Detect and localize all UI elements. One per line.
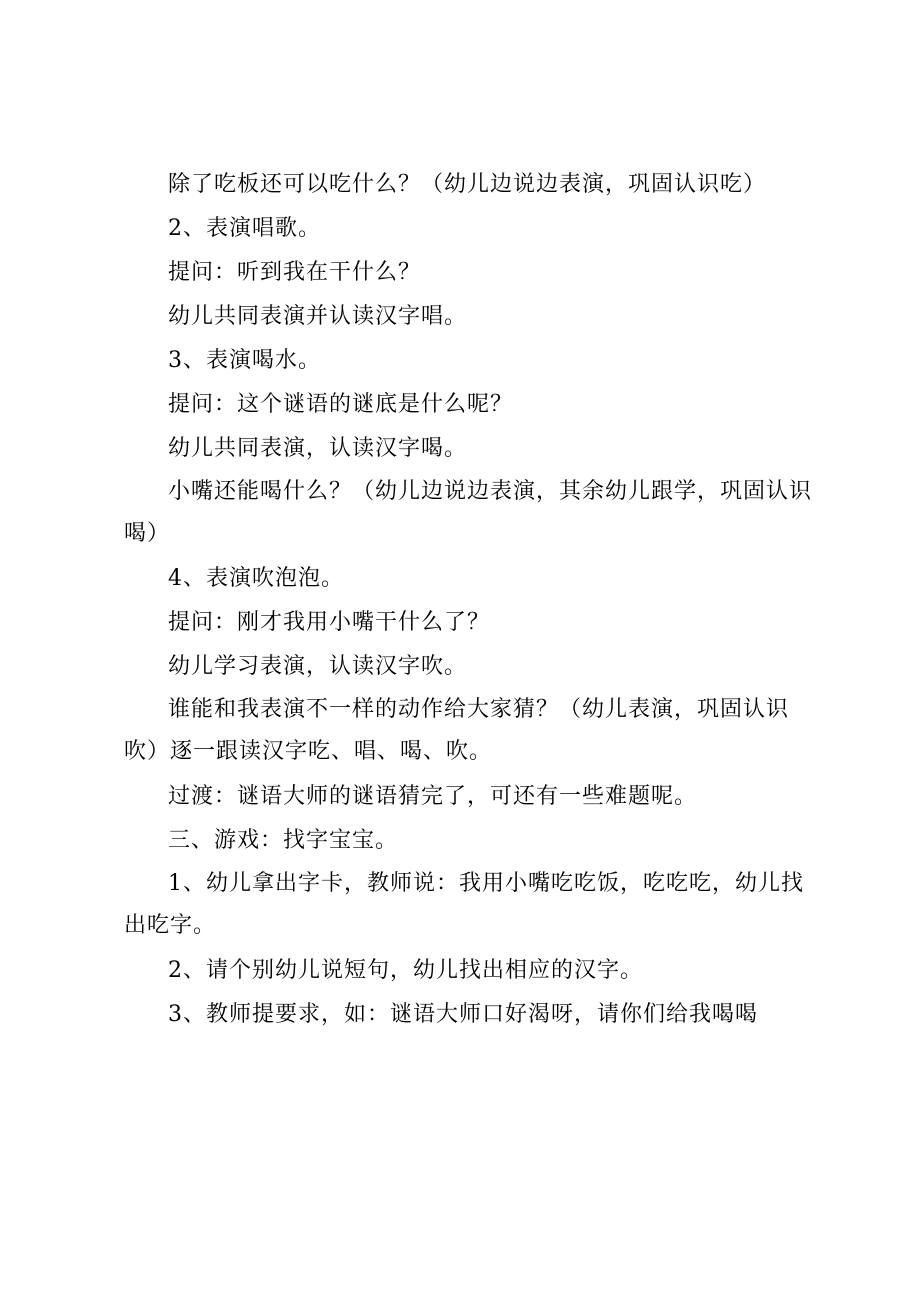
paragraph-14: 三、游戏：找字宝宝。	[168, 828, 399, 853]
paragraph-4: 幼儿共同表演并认读汉字唱。	[168, 304, 468, 329]
paragraph-8: 小嘴还能喝什么？（幼儿边说边表演，其余幼儿跟学，巩固认识喝）	[124, 479, 813, 546]
paragraph-16: 2、请个别幼儿说短句，幼儿找出相应的汉字。	[168, 958, 643, 983]
paragraph-9: 4、表演吹泡泡。	[168, 566, 344, 591]
paragraph-6: 提问：这个谜语的谜底是什么呢？	[168, 392, 514, 417]
document-body	[124, 163, 814, 1037]
paragraph-15: 1、幼儿拿出字卡，教师说：我用小嘴吃吃饭，吃吃吃，幼儿找出吃字。	[124, 871, 804, 938]
paragraph-13: 过渡：谜语大师的谜语猜完了，可还有一些难题呢。	[168, 784, 698, 809]
paragraph-7: 幼儿共同表演，认读汉字喝。	[168, 436, 468, 461]
paragraph-17: 3、教师提要求，如：谜语大师口好渴呀，请你们给我喝喝	[168, 1002, 758, 1027]
paragraph-12: 谁能和我表演不一样的动作给大家猜？（幼儿表演，巩固认识吹）逐一跟读汉字吃、唱、喝、吹。	[124, 697, 790, 764]
paragraph-10: 提问：刚才我用小嘴干什么了？	[168, 610, 491, 635]
paragraph-2: 2、表演唱歌。	[168, 216, 321, 241]
paragraph-5: 3、表演喝水。	[168, 348, 321, 373]
paragraph-3: 提问：听到我在干什么？	[168, 260, 422, 285]
paragraph-11: 幼儿学习表演，认读汉字吹。	[168, 654, 468, 679]
paragraph-1: 除了吃板还可以吃什么？（幼儿边说边表演，巩固认识吃）	[168, 172, 767, 197]
